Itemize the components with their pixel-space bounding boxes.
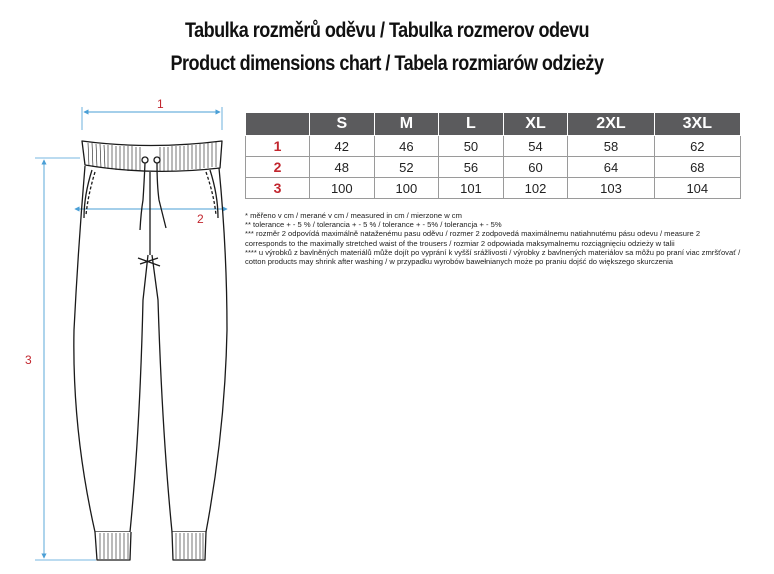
size-table-header — [246, 113, 741, 136]
note-tolerance: ** tolerance + - 5 % / tolerancia + - 5 % / tolerance + - 5% / tolerancja + - 5% — [245, 220, 502, 230]
table-row — [246, 178, 741, 199]
title-line-1: Tabulka rozměrů oděvu / Tabulka rozmerov odevu — [184, 19, 590, 42]
header-cell-xl: XL — [503, 113, 568, 136]
table-cell: 102 — [503, 178, 568, 199]
header-cell-s: S — [310, 113, 375, 136]
table-row — [246, 157, 741, 178]
table-cell: 101 — [439, 178, 504, 199]
note-cotton-shrink: **** u výrobků z bavlněných materiálů může dojít po vyprání k vyšší srážlivosti / výrobky z bavlnených materiálov sa môžu po praní viac zmršťovať / cotton products may shrink after washing / w przypadku wyrobów bawełnianych może po praniu dojść do większego skurczenia — [245, 247, 741, 267]
table-cell: 68 — [654, 157, 740, 178]
size-table — [245, 112, 741, 199]
header-cell-2xl: 2XL — [568, 113, 654, 136]
header-cell-3xl: 3XL — [654, 113, 740, 136]
note-measure-2: *** rozměr 2 odpovídá maximálně nataženému pasu oděvu / rozmer 2 zodpovedá maximálnemu natiahnutému pásu odevu / measure 2 corresponds to the maximally stretched waist of the trousers / rozmiar 2 odpowiada maksymalnemu rozciągnięciu odzieży w talii — [245, 229, 701, 248]
notes — [245, 211, 743, 266]
header-cell-empty — [246, 113, 310, 136]
dimension-line-3 — [35, 158, 96, 560]
table-cell: 62 — [654, 136, 740, 157]
header-cell-m: M — [374, 113, 439, 136]
table-cell: 48 — [310, 157, 375, 178]
trousers-outline — [74, 141, 227, 560]
table-cell: 103 — [568, 178, 654, 199]
header-cell-l: L — [439, 113, 504, 136]
dimension-label-2: 2 — [197, 212, 204, 226]
row-label: 3 — [246, 178, 310, 199]
table-cell: 54 — [503, 136, 568, 157]
table-cell: 100 — [374, 178, 439, 199]
table-cell: 42 — [310, 136, 375, 157]
table-cell: 56 — [439, 157, 504, 178]
table-cell: 64 — [568, 157, 654, 178]
table-cell: 104 — [654, 178, 740, 199]
row-label: 1 — [246, 136, 310, 157]
table-cell: 50 — [439, 136, 504, 157]
dimension-line-1 — [82, 107, 222, 130]
table-cell: 58 — [568, 136, 654, 157]
table-cell: 100 — [310, 178, 375, 199]
title-line-2: Product dimensions chart / Tabela rozmiarów odzieży — [170, 52, 604, 75]
dimension-label-3: 3 — [25, 353, 32, 367]
row-label: 2 — [246, 157, 310, 178]
table-cell: 52 — [374, 157, 439, 178]
table-row — [246, 136, 741, 157]
dimension-label-1: 1 — [157, 97, 164, 111]
table-cell: 60 — [503, 157, 568, 178]
note-measured-cm: * měřeno v cm / merané v cm / measured in cm / mierzone w cm — [245, 211, 462, 220]
table-cell: 46 — [374, 136, 439, 157]
